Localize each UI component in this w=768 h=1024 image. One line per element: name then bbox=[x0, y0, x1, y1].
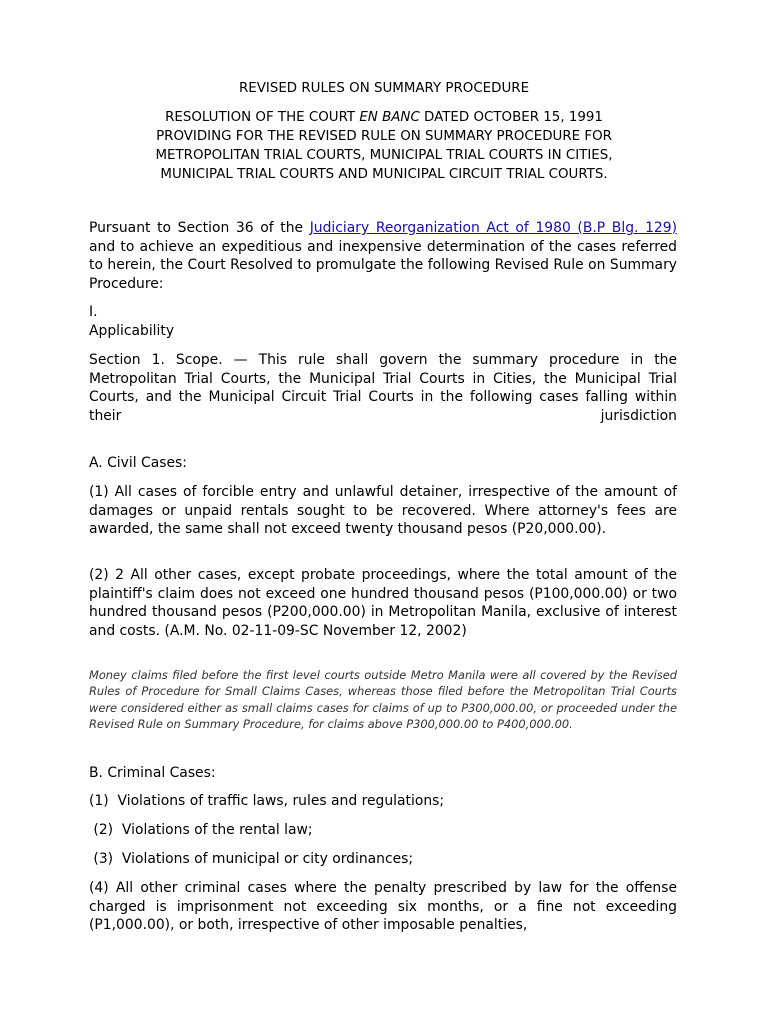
resolution-line-2: PROVIDING FOR THE REVISED RULE ON SUMMARY PROCEDURE FOR bbox=[156, 129, 612, 144]
criminal-cases-heading: B. Criminal Cases: bbox=[89, 765, 216, 781]
section-1-scope: Section 1. Scope. — This rule shall govern the summary procedure in the Metropolitan Trial Courts, the Municipal Trial Courts in Cities, the Municipal Trial Courts, and the Municipal Circuit Trial Courts in the following cases falling within their jurisdiction bbox=[89, 352, 677, 424]
judiciary-act-link[interactable]: Judiciary Reorganization Act of 1980 (B.P Blg. 129) bbox=[309, 220, 678, 236]
resolution-line-3: METROPOLITAN TRIAL COURTS, MUNICIPAL TRIAL COURTS IN CITIES, bbox=[155, 148, 613, 163]
small-claims-note: Money claims filed before the first level courts outside Metro Manila were all covered by the Revised Rules of Procedure for Small Claims Cases, whereas those filed before the Metropolitan Trial Courts were considered either as small claims cases for claims of up to P300,000.00, or proceeded under the Revised Rule on Summary Procedure, for claims above P300,000.00 to P400,000.00. bbox=[89, 668, 677, 732]
part-one-numeral: I. bbox=[89, 304, 98, 320]
criminal-item-4: (4) All other criminal cases where the penalty prescribed by law for the offense charged is imprisonment not exceeding six months, or a fine not exceeding (P1,000.00), or both, irrespective of other imposable penalties, bbox=[89, 880, 677, 934]
document-title: REVISED RULES ON SUMMARY PROCEDURE bbox=[238, 81, 530, 96]
civil-cases-heading: A. Civil Cases: bbox=[89, 455, 187, 471]
criminal-item-2: (2) Violations of the rental law; bbox=[89, 822, 313, 838]
civil-item-2: (2) 2 All other cases, except probate proceedings, where the total amount of the plaintiff's claim does not exceed one hundred thousand pesos (P100,000.00) or two hundred thousand pesos (P200,000.00) in Metropolitan Manila, exclusive of interest and costs. (A.M. No. 02-11-09-SC November 12, 2002) bbox=[89, 567, 677, 639]
part-one-heading: Applicability bbox=[89, 323, 175, 339]
criminal-item-1: (1) Violations of traffic laws, rules and regulations; bbox=[89, 793, 445, 809]
criminal-item-3: (3) Violations of municipal or city ordinances; bbox=[89, 851, 414, 867]
intro-paragraph: Pursuant to Section 36 of the Judiciary Reorganization Act of 1980 (B.P Blg. 129) and to achieve an expeditious and inexpensive determination of the cases referred to herein, the Court Resolved to promulgate the following Revised Rule on Summary Procedure: bbox=[89, 220, 678, 292]
resolution-line-1: RESOLUTION OF THE COURT EN BANC DATED OCTOBER 15, 1991 bbox=[165, 110, 603, 125]
en-banc-italic: EN BANC bbox=[359, 110, 420, 125]
civil-item-1: (1) All cases of forcible entry and unlawful detainer, irrespective of the amount of damages or unpaid rentals sought to be recovered. Where attorney's fees are awarded, the same shall not exceed twenty thousand pesos (P20,000.00). bbox=[89, 484, 677, 538]
resolution-heading bbox=[0, 108, 768, 184]
resolution-line-4: MUNICIPAL TRIAL COURTS AND MUNICIPAL CIRCUIT TRIAL COURTS. bbox=[160, 167, 608, 182]
